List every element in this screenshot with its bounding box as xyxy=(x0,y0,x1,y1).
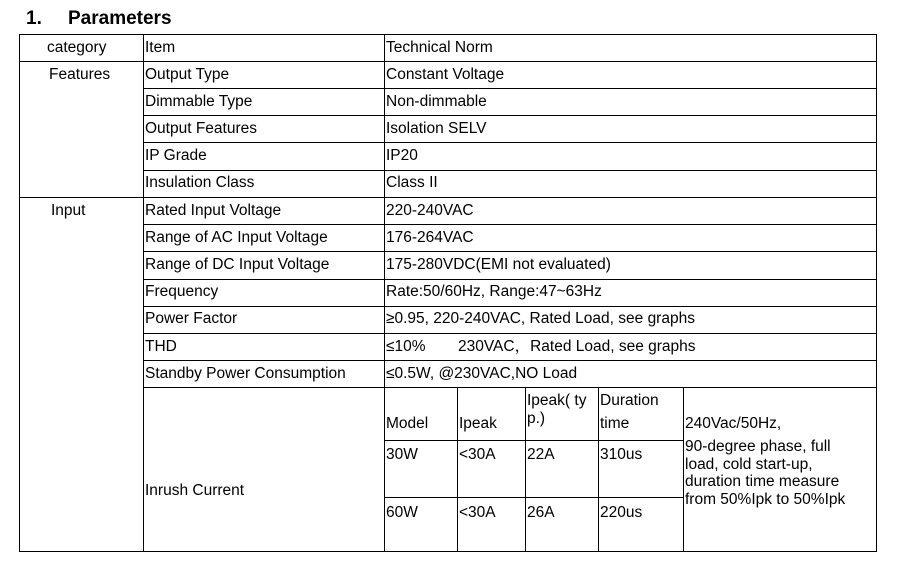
inrush-note-condition: 240Vac/50Hz, xyxy=(685,415,782,432)
inrush-row-typ: 22A xyxy=(527,446,555,463)
inrush-header-ipeak-typ-line1: Ipeak( ty xyxy=(527,392,587,409)
row-item: Rated Input Voltage xyxy=(145,202,282,219)
inrush-row-model: 30W xyxy=(386,446,418,463)
row-item: Range of DC Input Voltage xyxy=(145,256,330,273)
inrush-header-duration-line1: Duration xyxy=(600,392,659,409)
row-value: 176-264VAC xyxy=(386,229,474,246)
header-technical-norm: Technical Norm xyxy=(386,39,493,56)
inrush-header-ipeak-typ-line2: p.) xyxy=(527,410,546,427)
row-item: Power Factor xyxy=(145,310,238,327)
inrush-header-model: Model xyxy=(386,415,429,432)
inrush-row-ipeak: <30A xyxy=(459,504,496,521)
row-value-secondary: 230VAC，Rated Load, see graphs xyxy=(458,338,696,355)
row-item: Insulation Class xyxy=(145,174,255,191)
row-item: Range of AC Input Voltage xyxy=(145,229,328,246)
row-value: Constant Voltage xyxy=(386,66,505,83)
inrush-row-model: 60W xyxy=(386,504,418,521)
row-value: Rate:50/60Hz, Range:47~63Hz xyxy=(386,283,602,300)
category-input: Input xyxy=(51,202,86,219)
row-value: Non-dimmable xyxy=(386,93,487,110)
header-category: category xyxy=(47,39,107,56)
row-item: Frequency xyxy=(145,283,219,300)
row-value: Class II xyxy=(386,174,438,191)
header-item: Item xyxy=(145,39,176,56)
category-features: Features xyxy=(49,66,111,83)
row-value: 220-240VAC xyxy=(386,202,474,219)
inrush-row-typ: 26A xyxy=(527,504,555,521)
section-number: 1. xyxy=(26,8,42,29)
row-item: THD xyxy=(145,338,177,355)
row-item: Dimmable Type xyxy=(145,93,253,110)
row-item-inrush: Inrush Current xyxy=(145,482,245,499)
inrush-note-description: 90-degree phase, full load, cold start-up, duration time measure from 50%Ipk to 50%Ipk xyxy=(685,438,846,508)
row-item: Output Type xyxy=(145,66,230,83)
row-value: IP20 xyxy=(386,147,418,164)
inrush-row-ipeak: <30A xyxy=(459,446,496,463)
inrush-row-duration: 310us xyxy=(600,446,643,463)
row-value: Isolation SELV xyxy=(386,120,487,137)
row-value: ≤0.5W, @230VAC,NO Load xyxy=(386,365,578,382)
row-item: Output Features xyxy=(145,120,258,137)
row-item: IP Grade xyxy=(145,147,207,164)
section-title: Parameters xyxy=(68,8,172,29)
inrush-row-duration: 220us xyxy=(600,504,643,521)
row-value: ≥0.95, 220-240VAC, Rated Load, see graphs xyxy=(386,310,695,327)
inrush-header-duration-line2: time xyxy=(600,415,630,432)
row-value: ≤10% xyxy=(386,338,426,355)
row-value: 175-280VDC(EMI not evaluated) xyxy=(386,256,611,273)
row-item: Standby Power Consumption xyxy=(145,365,346,382)
inrush-header-ipeak: Ipeak xyxy=(459,415,497,432)
